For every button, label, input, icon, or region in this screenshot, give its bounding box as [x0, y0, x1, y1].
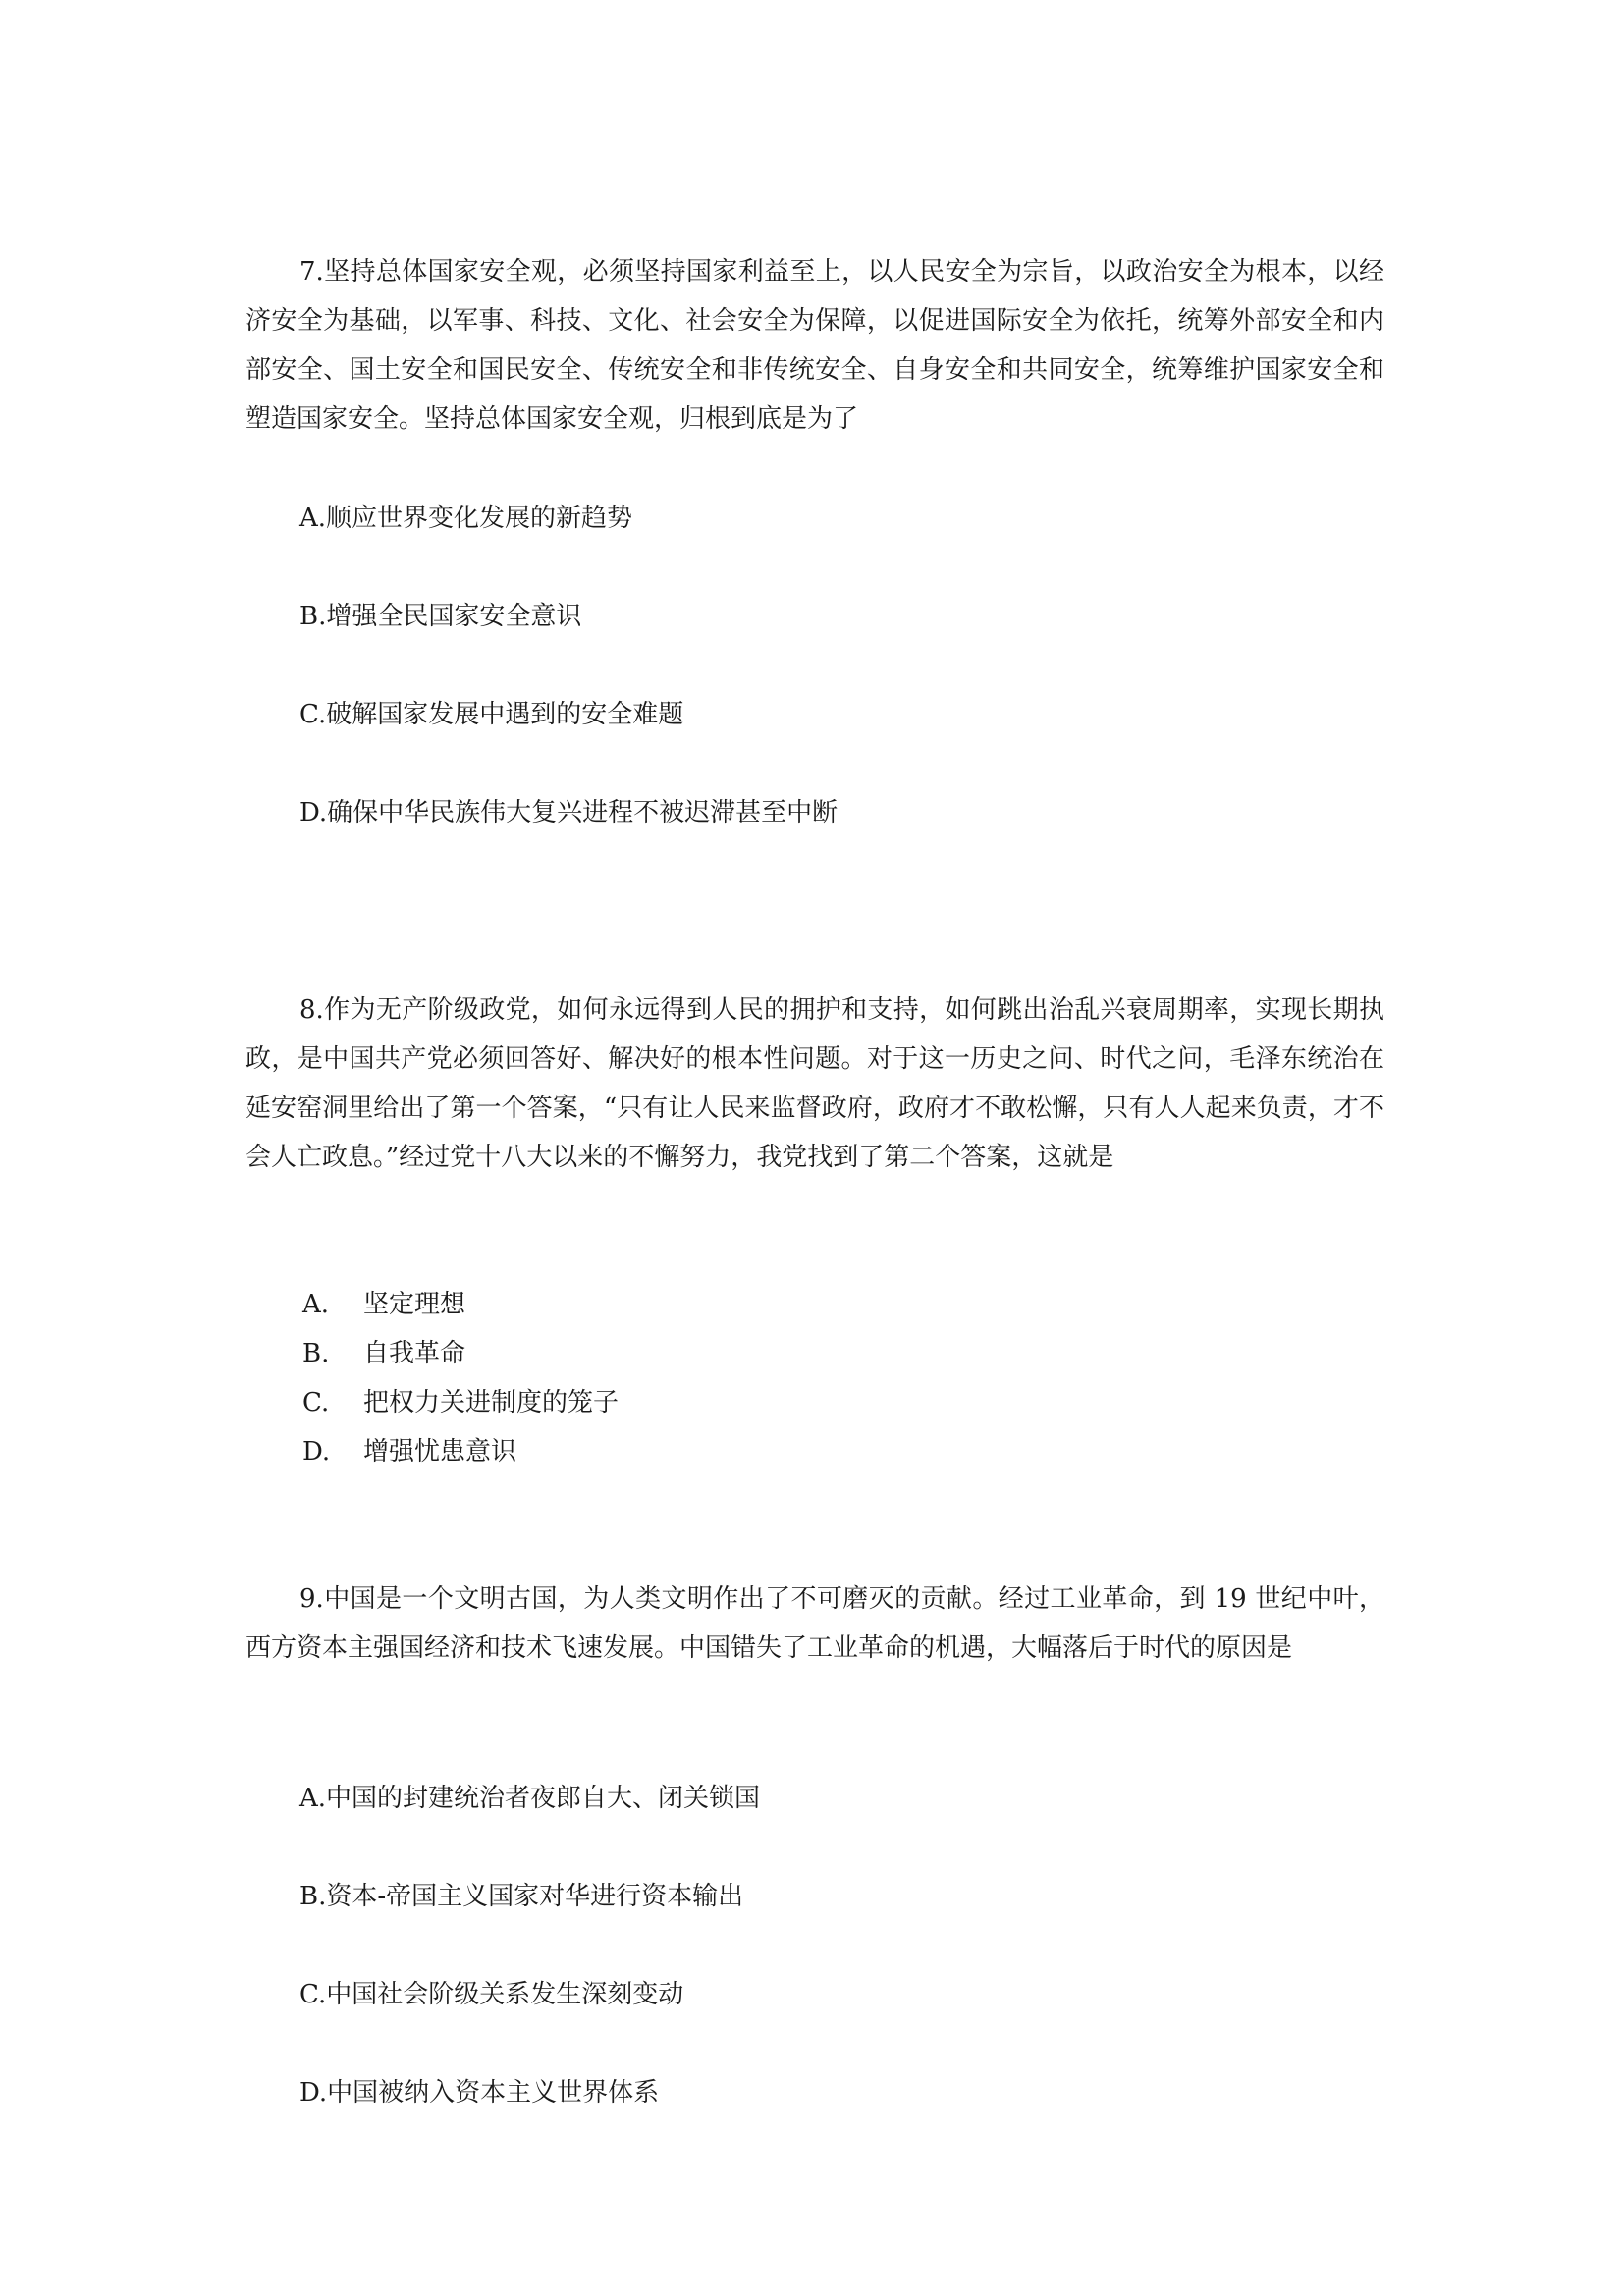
option-letter: B.: [302, 1339, 330, 1368]
question-9-option-c: C.中国社会阶级关系发生深刻变动: [299, 1980, 684, 2009]
question-7-option-d: D.确保中华民族伟大复兴进程不被迟滞甚至中断: [299, 798, 839, 828]
option-letter: A.: [302, 1290, 330, 1319]
option-text: 增强忧患意识: [363, 1437, 517, 1467]
option-text: 自我革命: [363, 1339, 466, 1368]
question-9-option-b: B.资本-帝国主义国家对华进行资本输出: [299, 1882, 744, 1911]
option-text: 坚定理想: [363, 1290, 466, 1319]
question-8-option-a: [302, 1287, 465, 1322]
question-7-option-b: B.增强全民国家安全意识: [299, 602, 582, 631]
question-8-option-c: [302, 1385, 619, 1420]
question-7-stem: 7.坚持总体国家安全观，必须坚持国家利益至上，以人民安全为宗旨，以政治安全为根本，以经济安全为基础，以军事、科技、文化、社会安全为保障，以促进国际安全为依托，统筹外部安全和内部安全、国土安全和国民安全、传统安全和非传统安全、自身安全和共同安全，统筹维护国家安全和塑造国家安全。坚持总体国家安全观，归根到底是为了: [245, 257, 1384, 434]
question-8-option-d: [302, 1434, 516, 1469]
option-letter: C.: [302, 1388, 330, 1417]
question-9-stem: 9.中国是一个文明古国，为人类文明作出了不可磨灭的贡献。经过工业革命，到 19 世纪中叶，西方资本主强国经济和技术飞速发展。中国错失了工业革命的机遇，大幅落后于时代的原因是: [245, 1584, 1384, 1663]
option-letter: D.: [302, 1437, 331, 1467]
option-text: 把权力关进制度的笼子: [363, 1388, 620, 1417]
question-8-option-b: [302, 1336, 465, 1371]
question-7-option-a: A.顺应世界变化发展的新趋势: [299, 504, 633, 533]
question-8-stem: 8.作为无产阶级政党，如何永远得到人民的拥护和支持，如何跳出治乱兴衰周期率，实现长期执政，是中国共产党必须回答好、解决好的根本性问题。对于这一历史之问、时代之问，毛泽东统治在延安窑洞里给出了第一个答案，“只有让人民来监督政府，政府才不敢松懈，只有人人起来负责，才不会人亡政息。”经过党十八大以来的不懈努力，我党找到了第二个答案，这就是: [245, 995, 1384, 1172]
question-9-option-a: A.中国的封建统治者夜郎自大、闭关锁国: [299, 1784, 761, 1813]
question-7-option-c: C.破解国家发展中遇到的安全难题: [299, 700, 684, 729]
question-9-option-d: D.中国被纳入资本主义世界体系: [299, 2078, 660, 2108]
